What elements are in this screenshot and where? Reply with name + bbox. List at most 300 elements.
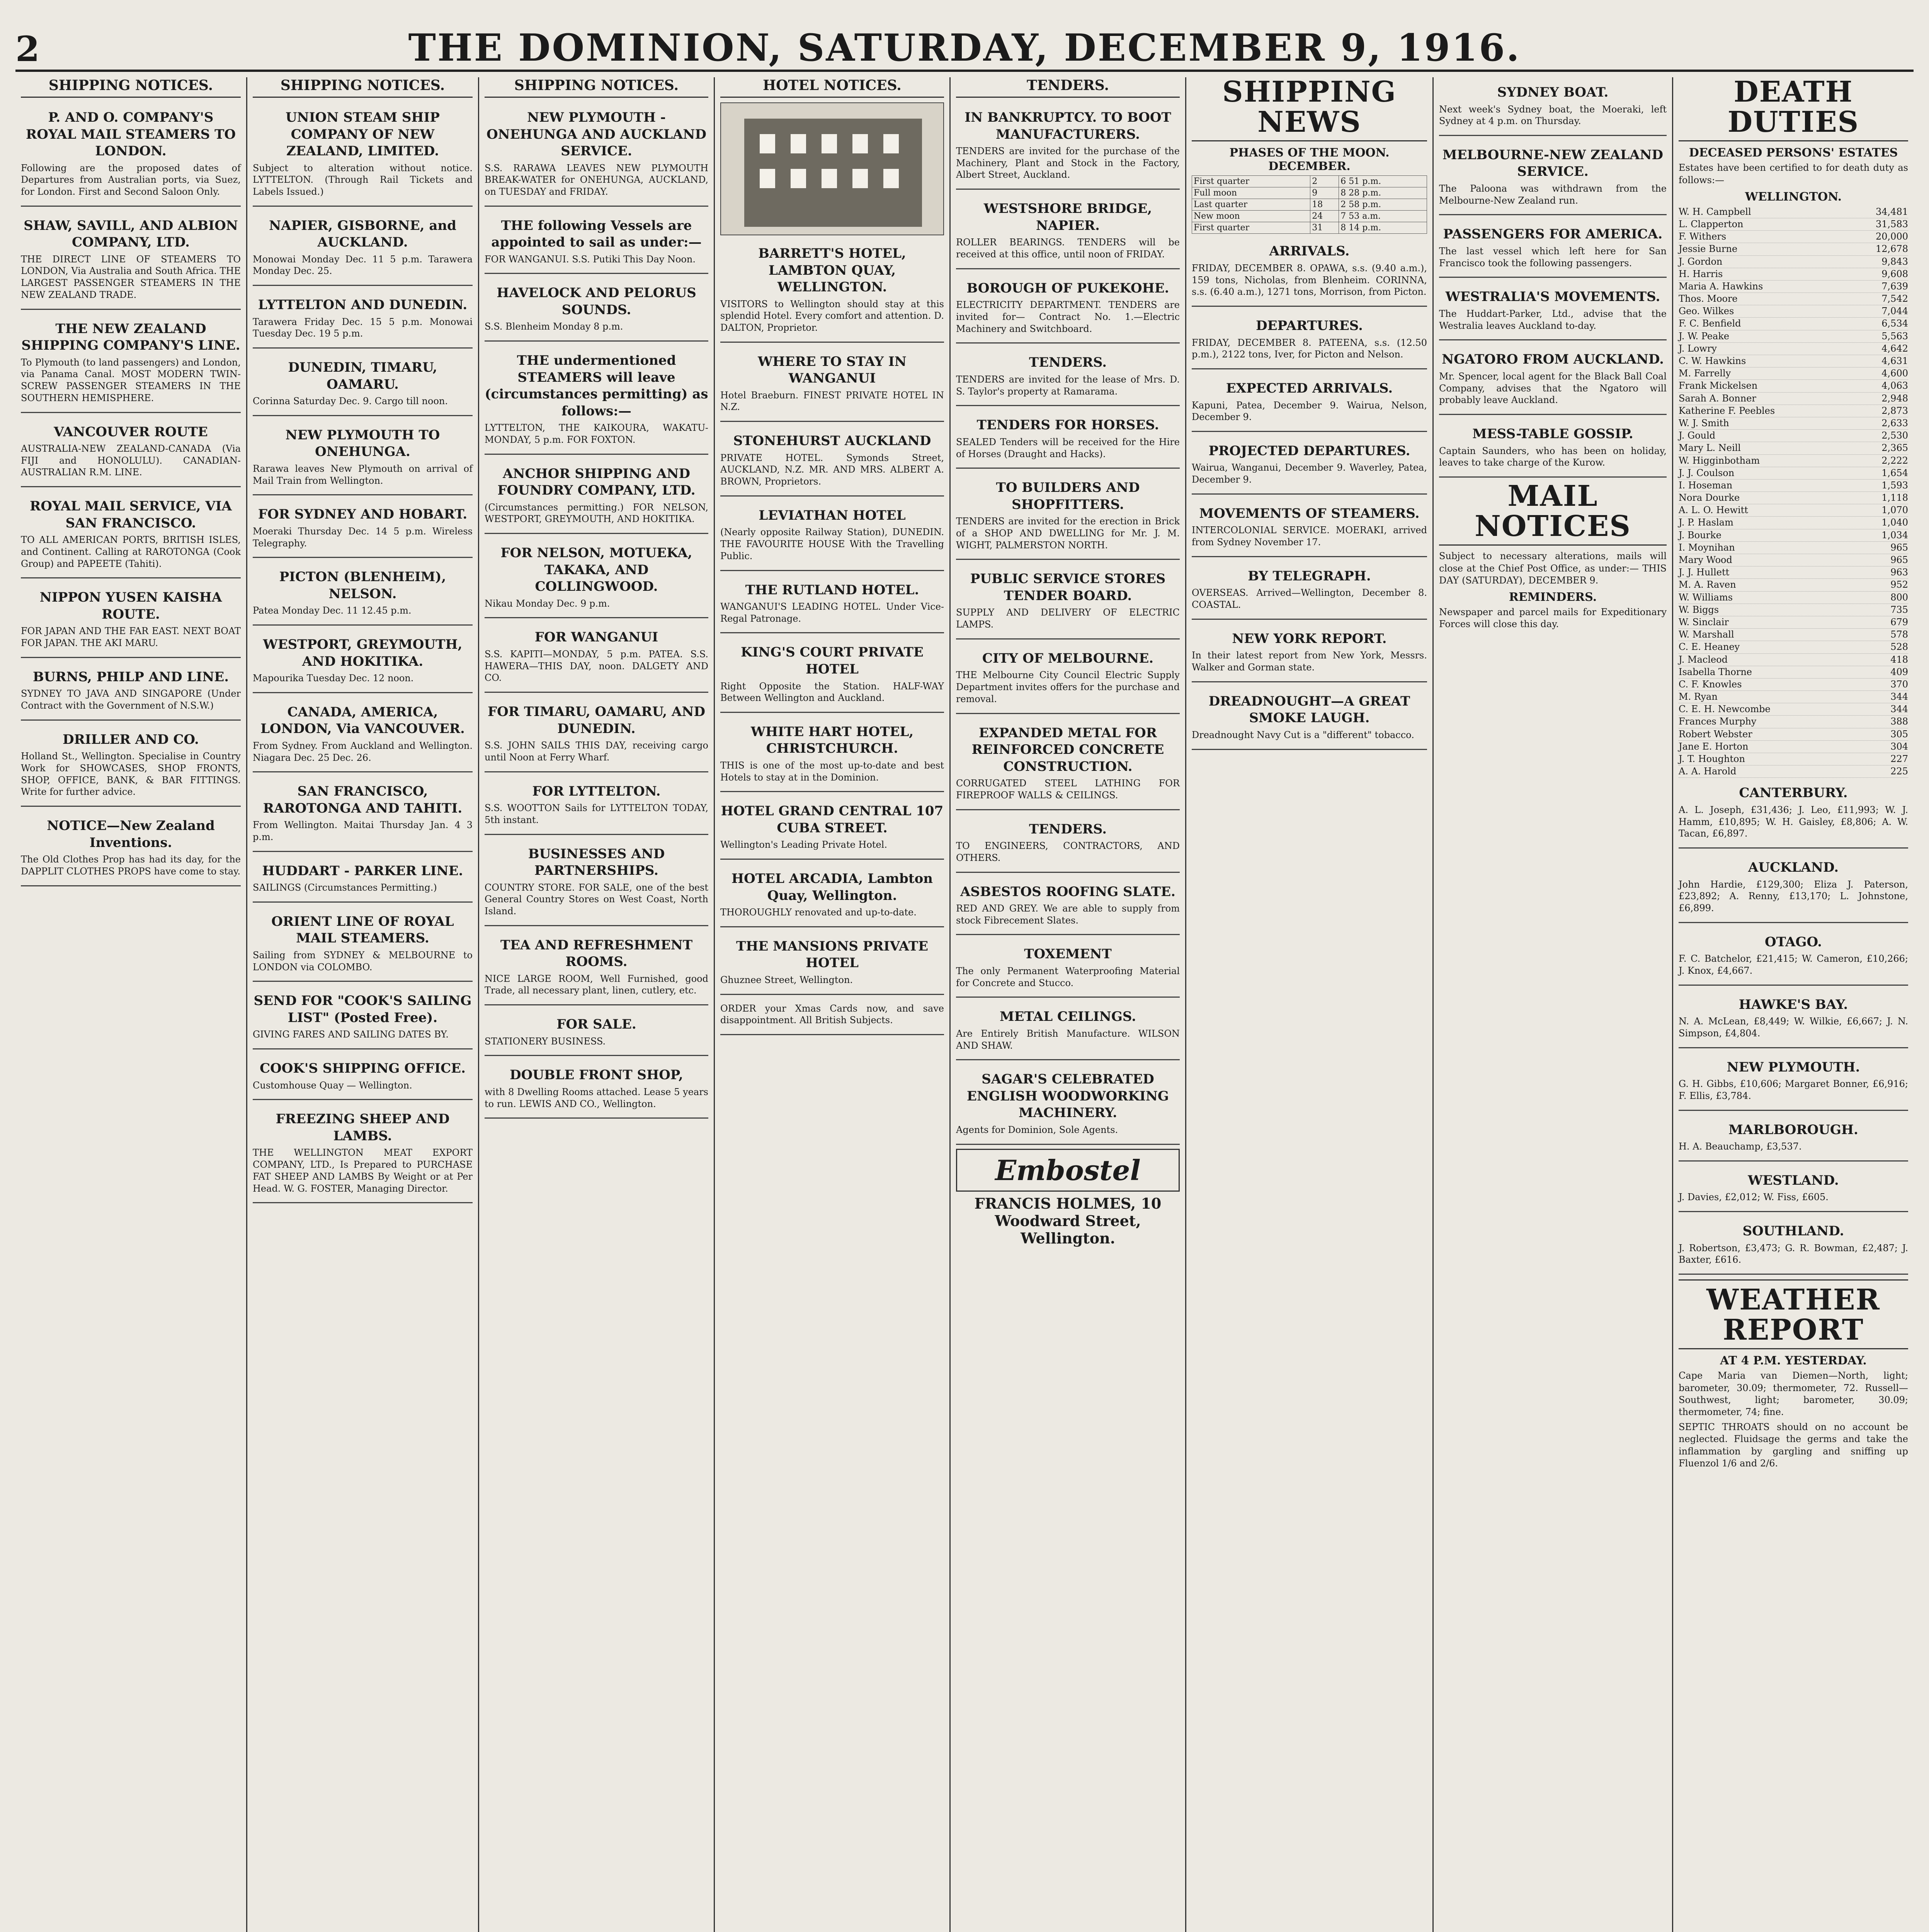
- estate-row: [1679, 579, 1908, 591]
- estate-name: F. Withers: [1679, 231, 1727, 242]
- tender-ad-title: IN BANKRUPTCY. TO BOOT MANUFACTURERS.: [964, 110, 1171, 142]
- estate-row: [1679, 355, 1908, 367]
- news-section-text: Mr. Spencer, local agent for the Black Ball Coal Company, advises that the Ngatoro will probably leave Auckland.: [1439, 371, 1667, 406]
- shipping-ad-title: PICTON (BLENHEIM), NELSON.: [279, 569, 446, 602]
- estate-name: Jane E. Horton: [1679, 741, 1749, 752]
- news-section-title: ARRIVALS.: [1269, 243, 1350, 259]
- moon-cell: 8 14 p.m.: [1339, 222, 1427, 234]
- estate-row: [1679, 330, 1908, 343]
- shipping-ad: [253, 986, 473, 1049]
- moon-row: [1192, 211, 1427, 222]
- estate-value: 963: [1890, 567, 1908, 578]
- estate-name: M. Farrelly: [1679, 368, 1731, 379]
- shipping-ad-text: S.S. WOOTTON Sails for LYTTELTON TODAY, 5th instant.: [485, 803, 708, 825]
- shipping-ad-title: FOR TIMARU, OAMARU, AND DUNEDIN.: [488, 704, 705, 736]
- shipping-ad-text: TO ALL AMERICAN PORTS, BRITISH ISLES, and Continent. Calling at RAROTONGA (Cook Group) and PAPEETE (Tahiti).: [21, 534, 241, 569]
- estate-row: [1679, 716, 1908, 728]
- news-section-title: PASSENGERS FOR AMERICA.: [1443, 226, 1663, 242]
- column-heading: HOTEL NOTICES.: [720, 77, 944, 98]
- estate-value: 305: [1890, 728, 1908, 740]
- estate-name: Nora Dourke: [1679, 492, 1740, 503]
- estate-row: [1679, 281, 1908, 293]
- estate-name: I. Moynihan: [1679, 542, 1735, 553]
- hotel-ad-title: WHITE HART HOTEL, CHRISTCHURCH.: [750, 724, 914, 757]
- column-hotels: [715, 77, 951, 1932]
- estate-name: J. P. Haslam: [1679, 517, 1733, 528]
- shipping-ad-text: Customhouse Quay — Wellington.: [253, 1080, 412, 1091]
- estate-row: [1679, 492, 1908, 504]
- moon-cell: First quarter: [1192, 222, 1310, 234]
- shipping-ad: [485, 1060, 708, 1119]
- estate-name: J. J. Hullett: [1679, 567, 1730, 578]
- tender-ad-title: BOROUGH OF PUKEKOHE.: [966, 280, 1169, 296]
- moon-cell: New moon: [1192, 211, 1310, 222]
- estate-row: [1679, 542, 1908, 554]
- estate-value: 344: [1890, 691, 1908, 702]
- tender-ad-text: TENDERS are invited for the purchase of the Machinery, Plant and Stock in the Factory, Albert Street, Auckland.: [956, 146, 1180, 180]
- column-shipping-2: [247, 77, 479, 1932]
- estate-value: 370: [1890, 679, 1908, 690]
- shipping-ad: [253, 499, 473, 558]
- news-section: [1192, 436, 1427, 495]
- shipping-ad-title: FOR SYDNEY AND HOBART.: [258, 507, 468, 522]
- mail-notices-text: Subject to necessary alterations, mails will close at the Chief Post Office, as under:— THIS DAY (SATURDAY), DECEMBER 9.: [1439, 551, 1667, 586]
- column-heading: SHIPPING NOTICES.: [485, 77, 708, 98]
- estate-name: Mary L. Neill: [1679, 442, 1741, 454]
- xmas-cards-ad: [720, 999, 944, 1035]
- shipping-ad-title: FOR NELSON, MOTUEKA, TAKAKA, AND COLLINGWOOD.: [500, 545, 692, 595]
- estate-row: [1679, 293, 1908, 305]
- tender-ad: [956, 814, 1180, 873]
- region-section-title: SOUTHLAND.: [1742, 1223, 1844, 1239]
- news-section-title: MELBOURNE-NEW ZEALAND SERVICE.: [1442, 147, 1664, 180]
- column-heading: SHIPPING NEWS: [1192, 77, 1427, 141]
- page-number: 2: [15, 29, 40, 70]
- shipping-ad-text: Subject to alteration without notice. LYTTELTON. (Through Rail Tickets and Labels Issued.): [253, 162, 473, 197]
- shipping-ad-text: Mapourika Tuesday Dec. 12 noon.: [253, 673, 414, 684]
- reminders-heading: REMINDERS.: [1509, 590, 1597, 604]
- column-heading: TENDERS.: [956, 77, 1180, 98]
- estate-value: 12,678: [1876, 243, 1908, 255]
- estate-name: J. Gordon: [1679, 256, 1723, 267]
- news-section-text: The Paloona was withdrawn from the Melbourne-New Zealand run.: [1439, 183, 1667, 206]
- shipping-ad-text: with 8 Dwelling Rooms attached. Lease 5 years to run. LEWIS AND CO., Wellington.: [485, 1086, 708, 1109]
- tender-ad-title: METAL CEILINGS.: [999, 1009, 1136, 1025]
- shipping-ad-text: S.S. RARAWA LEAVES NEW PLYMOUTH BREAK-WATER for ONEHUNGA, AUCKLAND, on TUESDAY and FRIDAY.: [485, 162, 708, 197]
- shipping-ad-text: THE DIRECT LINE OF STEAMERS TO LONDON, Via Australia and South Africa. THE LARGEST PASSENGER STEAMERS IN THE NEW ZEALAND TRADE.: [21, 253, 241, 300]
- tender-list: [956, 102, 1180, 1145]
- shipping-ad: [485, 102, 708, 207]
- news-section-title: SYDNEY BOAT.: [1497, 85, 1609, 100]
- estate-value: 578: [1890, 629, 1908, 640]
- estate-row: [1679, 243, 1908, 255]
- hotel-ad: [720, 717, 944, 792]
- news-section-text: Captain Saunders, who has been on holiday, leaves to take charge of the Kurow.: [1439, 445, 1667, 468]
- shipping-ad-text: SYDNEY TO JAVA AND SINGAPORE (Under Contract with the Government of N.S.W.): [21, 688, 241, 711]
- estate-row: [1679, 629, 1908, 641]
- estate-name: Katherine F. Peebles: [1679, 405, 1775, 416]
- estate-row: [1679, 529, 1908, 542]
- news-section-text: In their latest report from New York, Messrs. Walker and Gorman state.: [1192, 650, 1427, 673]
- region-section-text: G. H. Gibbs, £10,606; Margaret Bonner, £6,916; F. Ellis, £3,784.: [1679, 1078, 1908, 1101]
- shipping-ad: [21, 102, 241, 207]
- moon-cell: 31: [1310, 222, 1339, 234]
- hotel-ad: [720, 864, 944, 927]
- estate-name: Sarah A. Bonner: [1679, 393, 1756, 404]
- news-section-title: WESTRALIA'S MOVEMENTS.: [1445, 289, 1660, 305]
- estate-row: [1679, 616, 1908, 629]
- moon-cell: Last quarter: [1192, 199, 1310, 211]
- news-section: [1439, 344, 1667, 415]
- estate-name: Mary Wood: [1679, 554, 1732, 565]
- news-section-text: FRIDAY, DECEMBER 8. OPAWA, s.s. (9.40 a.m.), 159 tons, Nicholas, from Blenheim. CORINNA, s.s. (6.40 a.m.), 1271 tons, Morrison, from Picton.: [1192, 262, 1427, 298]
- estate-row: [1679, 455, 1908, 467]
- tender-ad: [956, 939, 1180, 998]
- estate-row: [1679, 343, 1908, 355]
- shipping-ad-title: HAVELOCK AND PELORUS SOUNDS.: [497, 285, 696, 318]
- estate-value: 409: [1890, 666, 1908, 677]
- shipping-ad-title: FREEZING SHEEP AND LAMBS.: [276, 1111, 450, 1144]
- column-shipping-3: [479, 77, 715, 1932]
- estate-value: 679: [1890, 616, 1908, 628]
- news-section-text: The Huddart-Parker, Ltd., advise that the Westralia leaves Auckland to-day.: [1439, 308, 1667, 331]
- estate-name: W. Marshall: [1679, 629, 1734, 640]
- hotel-ad-title: HOTEL GRAND CENTRAL 107 CUBA STREET.: [721, 803, 944, 836]
- shipping-ad-title: FOR LYTTELTON.: [532, 783, 661, 799]
- shipping-ad: [485, 211, 708, 274]
- shipping-ad-title: DOUBLE FRONT SHOP,: [510, 1067, 683, 1083]
- hotel-ad-title: HOTEL ARCADIA, Lambton Quay, Wellington.: [731, 871, 933, 903]
- estate-name: M. A. Raven: [1679, 579, 1736, 590]
- tender-ad-title: ASBESTOS ROOFING SLATE.: [960, 884, 1175, 900]
- hotel-ad-text: THIS is one of the most up-to-date and best Hotels to stay at in the Dominion.: [720, 760, 944, 783]
- estate-name: W. Higginbotham: [1679, 455, 1760, 466]
- tender-ad-title: PUBLIC SERVICE STORES TENDER BOARD.: [970, 571, 1166, 604]
- hotel-ad-text: Ghuznee Street, Wellington.: [720, 974, 853, 985]
- shipping-ad: [21, 724, 241, 807]
- shipping-ad: [485, 697, 708, 772]
- news-section-text: Wairua, Wanganui, December 9. Waverley, Patea, December 9.: [1192, 462, 1427, 485]
- estate-name: C. E. Heaney: [1679, 641, 1740, 653]
- moon-cell: 18: [1310, 199, 1339, 211]
- estate-row: [1679, 442, 1908, 454]
- francis-holmes-footer: FRANCIS HOLMES, 10 Woodward Street, Wellington.: [974, 1194, 1162, 1247]
- estate-row: [1679, 218, 1908, 231]
- news-section: [1192, 311, 1427, 369]
- estate-row: [1679, 666, 1908, 679]
- ad-list: [21, 102, 241, 886]
- estate-row: [1679, 480, 1908, 492]
- shipping-ad-title: NIPPON YUSEN KAISHA ROUTE.: [39, 590, 222, 622]
- shipping-ad-title: NAPIER, GISBORNE, and AUCKLAND.: [269, 218, 456, 250]
- shipping-ad-title: LYTTELTON AND DUNEDIN.: [258, 297, 468, 313]
- tender-ad-text: CORRUGATED STEEL LATHING FOR FIREPROOF WALLS & CEILINGS.: [956, 778, 1180, 801]
- tender-ad: [956, 410, 1180, 469]
- mail-notices-heading: MAIL NOTICES: [1439, 481, 1667, 546]
- estate-value: 344: [1890, 704, 1908, 715]
- region-section-text: John Hardie, £129,300; Eliza J. Paterson, £23,892; A. Renny, £13,170; L. Johnstone, £6,899.: [1679, 879, 1908, 913]
- hotel-ad-text: THOROUGHLY renovated and up-to-date.: [720, 907, 917, 918]
- shipping-ad-text: Following are the proposed dates of Departures from Australian ports, via Suez, for London. First and Second Saloon Only.: [21, 162, 241, 197]
- estate-row: [1679, 430, 1908, 442]
- shipping-ad-title: DRILLER AND CO.: [63, 731, 199, 747]
- shipping-ad-title: TEA AND REFRESHMENT ROOMS.: [500, 937, 693, 970]
- shipping-ad: [485, 278, 708, 342]
- shipping-ad-text: FOR JAPAN AND THE FAR EAST. NEXT BOAT FOR JAPAN. THE AKI MARU.: [21, 626, 241, 649]
- hotel-ad-text: WANGANUI'S LEADING HOTEL. Under Vice-Regal Patronage.: [720, 601, 944, 624]
- moon-row: [1192, 222, 1427, 234]
- estate-value: 965: [1890, 554, 1908, 565]
- shipping-ad: [485, 459, 708, 534]
- shipping-ad-text: GIVING FARES AND SAILING DATES BY.: [253, 1029, 449, 1040]
- shipping-ad-title: SEND FOR "COOK'S SAILING LIST" (Posted Free).: [253, 993, 472, 1026]
- estate-row: [1679, 592, 1908, 604]
- shipping-ad: [253, 856, 473, 903]
- estate-row: [1679, 679, 1908, 691]
- region-section-title: CANTERBURY.: [1739, 785, 1848, 801]
- intro-text: Estates have been certified to for death duty as follows:—: [1679, 162, 1908, 185]
- estate-name: Thos. Moore: [1679, 293, 1738, 304]
- estate-value: 1,070: [1881, 505, 1908, 516]
- tender-ad: [956, 273, 1180, 344]
- estate-row: [1679, 741, 1908, 753]
- shipping-ad-title: NEW PLYMOUTH TO ONEHUNGA.: [285, 427, 440, 460]
- region-section-title: WESTLAND.: [1748, 1172, 1839, 1188]
- estate-row: [1679, 405, 1908, 417]
- moon-cell: First quarter: [1192, 176, 1310, 187]
- estate-name: M. Ryan: [1679, 691, 1718, 702]
- estate-row: [1679, 504, 1908, 517]
- masthead: [15, 12, 1914, 72]
- news-section: [1192, 498, 1427, 557]
- estate-value: 2,530: [1881, 430, 1908, 441]
- region-section: [1679, 927, 1908, 986]
- shipping-ad-title: FOR WANGANUI: [534, 629, 658, 645]
- hotel-ad-title: LEVIATHAN HOTEL: [759, 507, 906, 523]
- shipping-ad: [21, 662, 241, 721]
- septic-throats-ad: SEPTIC THROATS should on no account be neglected. Fluidsage the germs and take the inflammation by gargling and sniffing up Fluenzol 1/6 and 2/6.: [1679, 1422, 1908, 1469]
- estate-row: [1679, 467, 1908, 480]
- tender-ad-title: EXPANDED METAL FOR REINFORCED CONCRETE CONSTRUCTION.: [971, 725, 1164, 774]
- tender-ad: [956, 473, 1180, 560]
- estate-value: 2,873: [1881, 405, 1908, 416]
- tender-ad-text: TENDERS are invited for the lease of Mrs. D. S. Taylor's property at Ramarama.: [956, 374, 1180, 397]
- shipping-ad-text: COUNTRY STORE. FOR SALE, one of the best General Country Stores on West Coast, North Island.: [485, 882, 708, 917]
- shipping-ad-text: S.S. JOHN SAILS THIS DAY, receiving cargo until Noon at Ferry Wharf.: [485, 740, 708, 763]
- tender-ad-title: TO BUILDERS AND SHOPFITTERS.: [996, 480, 1140, 512]
- shipping-ad: [485, 538, 708, 618]
- shipping-ad: [253, 1104, 473, 1203]
- news-section: [1192, 561, 1427, 620]
- shipping-ad: [253, 776, 473, 852]
- region-section: [1679, 778, 1908, 849]
- news-section: [1192, 373, 1427, 432]
- shipping-ad: [253, 1053, 473, 1100]
- estate-name: Maria A. Hawkins: [1679, 281, 1763, 292]
- news-section: [1439, 77, 1667, 136]
- estate-value: 965: [1890, 542, 1908, 553]
- tender-ad: [956, 718, 1180, 810]
- moon-cell: 6 51 p.m.: [1339, 176, 1427, 187]
- estate-name: J. W. Peake: [1679, 330, 1730, 342]
- estate-row: [1679, 641, 1908, 653]
- shipping-ad: [21, 491, 241, 578]
- estate-name: Frank Mickelsen: [1679, 380, 1758, 391]
- estate-value: 4,600: [1881, 368, 1908, 379]
- estate-name: I. Hoseman: [1679, 480, 1733, 491]
- shipping-ad: [253, 420, 473, 495]
- moon-row: [1192, 199, 1427, 211]
- shipping-ad-text: Monowai Monday Dec. 11 5 p.m. Tarawera Monday Dec. 25.: [253, 253, 473, 277]
- estate-row: [1679, 305, 1908, 318]
- shipping-ad-text: AUSTRALIA-NEW ZEALAND-CANADA (Via FIJI and HONOLULU). CANADIAN-AUSTRALIAN R.M. LINE.: [21, 443, 241, 478]
- estate-value: 227: [1890, 753, 1908, 764]
- hotel-ad: [720, 347, 944, 422]
- shipping-ad: [253, 906, 473, 982]
- region-section-title: NEW PLYMOUTH.: [1727, 1059, 1860, 1075]
- news-section-title: NGATORO FROM AUCKLAND.: [1442, 352, 1664, 367]
- estate-value: 1,654: [1881, 467, 1908, 478]
- reminders-text: Newspaper and parcel mails for Expeditionary Forces will close this day.: [1439, 606, 1667, 630]
- shipping-ad-text: (Circumstances permitting.) FOR NELSON, WESTPORT, GREYMOUTH, AND HOKITIKA.: [485, 502, 708, 525]
- weather-subheading: AT 4 P.M. YESTERDAY.: [1720, 1354, 1867, 1368]
- tender-ad-text: Agents for Dominion, Sole Agents.: [956, 1124, 1118, 1135]
- estate-value: 2,222: [1881, 455, 1908, 466]
- shipping-ad-text: From Sydney. From Auckland and Wellington. Niagara Dec. 25 Dec. 26.: [253, 740, 473, 763]
- estate-row: [1679, 691, 1908, 703]
- shipping-ad-text: THE WELLINGTON MEAT EXPORT COMPANY, LTD., Is Prepared to PURCHASE FAT SHEEP AND LAMBS By Weight or at Per Head. W. G. FOSTER, Managing Director.: [253, 1147, 473, 1194]
- estate-value: 7,639: [1881, 281, 1908, 292]
- news-section: [1439, 219, 1667, 278]
- estate-value: 1,593: [1881, 480, 1908, 491]
- column-shipping-1: [15, 77, 247, 1932]
- column-tenders: [951, 77, 1186, 1932]
- estate-row: [1679, 231, 1908, 243]
- shipping-ad-title: NEW PLYMOUTH - ONEHUNGA AND AUCKLAND SERVICE.: [487, 110, 706, 159]
- tender-ad: [956, 1002, 1180, 1060]
- moon-cell: 24: [1310, 211, 1339, 222]
- shipping-ad-title: SAN FRANCISCO, RAROTONGA AND TAHITI.: [263, 784, 463, 816]
- estate-value: 1,034: [1881, 529, 1908, 541]
- region-section: [1679, 852, 1908, 923]
- estate-name: W. J. Smith: [1679, 417, 1729, 429]
- estate-row: [1679, 393, 1908, 405]
- moon-cell: 9: [1310, 187, 1339, 199]
- shipping-ad-text: SAILINGS (Circumstances Permitting.): [253, 882, 437, 893]
- tender-ad: [956, 643, 1180, 714]
- news-section-title: NEW YORK REPORT.: [1232, 631, 1387, 646]
- moon-row: [1192, 176, 1427, 187]
- shipping-ad-text: Holland St., Wellington. Specialise in Country Work for SHOWCASES, SHOP FRONTS, SHOP, OFFICE, BANK, & BAR FITTINGS. Write for further advice.: [21, 751, 241, 798]
- shipping-ad: [21, 211, 241, 310]
- estate-value: 528: [1890, 641, 1908, 653]
- shipping-ad-title: WESTPORT, GREYMOUTH, AND HOKITIKA.: [263, 637, 463, 669]
- estate-row: [1679, 268, 1908, 281]
- shipping-ad-text: S.S. Blenheim Monday 8 p.m.: [485, 321, 623, 332]
- estate-name: W. H. Campbell: [1679, 206, 1751, 217]
- tender-ad-title: TOXEMENT: [1024, 946, 1112, 962]
- shipping-ad-title: THE undermentioned STEAMERS will leave (circumstances permitting) as follows:—: [485, 353, 708, 419]
- moon-cell: Full moon: [1192, 187, 1310, 199]
- shipping-ad-title: ANCHOR SHIPPING AND FOUNDRY COMPANY, LTD.: [497, 466, 696, 498]
- shipping-ad-title: NOTICE—New Zealand Inventions.: [47, 818, 215, 850]
- shipping-ad: [485, 1009, 708, 1056]
- estate-row: [1679, 728, 1908, 741]
- tender-ad-text: TO ENGINEERS, CONTRACTORS, AND OTHERS.: [956, 840, 1180, 863]
- shipping-ad-title: THE NEW ZEALAND SHIPPING COMPANY'S LINE.: [21, 321, 240, 354]
- shipping-ad: [253, 352, 473, 416]
- estate-name: C. E. H. Newcombe: [1679, 704, 1771, 715]
- estate-name: J. Bourke: [1679, 529, 1721, 541]
- hotel-ad: [720, 637, 944, 713]
- estate-value: 952: [1890, 579, 1908, 590]
- shipping-ad-text: From Wellington. Maitai Thursday Jan. 4 3 p.m.: [253, 820, 473, 843]
- shipping-ad: [21, 417, 241, 488]
- estate-name: J. T. Houghton: [1679, 753, 1745, 764]
- estate-row: [1679, 206, 1908, 218]
- tender-ad: [956, 1064, 1180, 1145]
- estate-value: 9,608: [1881, 268, 1908, 279]
- news-section: [1192, 236, 1427, 307]
- news-section-title: PROJECTED DEPARTURES.: [1208, 443, 1410, 459]
- estate-name: C. W. Hawkins: [1679, 355, 1746, 366]
- estate-value: 4,631: [1881, 355, 1908, 366]
- news-section-title: MOVEMENTS OF STEAMERS.: [1199, 505, 1420, 521]
- shipping-ad-text: NICE LARGE ROOM, Well Furnished, good Trade, all necessary plant, linen, cutlery, etc.: [485, 973, 708, 996]
- column-heading: DEATH DUTIES: [1679, 77, 1908, 141]
- region-section-text: H. A. Beauchamp, £3,537.: [1679, 1141, 1802, 1152]
- news-section-title: EXPECTED ARRIVALS.: [1226, 381, 1393, 396]
- shipping-ad: [21, 582, 241, 658]
- hotel-ad-text: Right Opposite the Station. HALF-WAY Between Wellington and Auckland.: [720, 680, 944, 704]
- tender-ad-title: TENDERS FOR HORSES.: [976, 417, 1159, 433]
- estate-name: Robert Webster: [1679, 728, 1752, 740]
- tender-ad-title: TENDERS.: [1029, 355, 1107, 371]
- shipping-ad-title: COOK'S SHIPPING OFFICE.: [260, 1061, 466, 1077]
- estate-name: A. A. Harold: [1679, 766, 1737, 777]
- shipping-ad-text: Nikau Monday Dec. 9 p.m.: [485, 598, 610, 609]
- region-section: [1679, 1216, 1908, 1275]
- shipping-ad-text: The Old Clothes Prop has had its day, for the DAPPLIT CLOTHES PROPS have come to stay.: [21, 854, 241, 877]
- shipping-ad-text: STATIONERY BUSINESS.: [485, 1036, 606, 1047]
- shipping-ad-text: Moeraki Thursday Dec. 14 5 p.m. Wireless Telegraphy.: [253, 526, 473, 549]
- shipping-ad-text: To Plymouth (to land passengers) and London, via Panama Canal. MOST MODERN TWIN-SCREW PASSENGER STEAMERS IN THE SOUTHERN HEMISPHERE.: [21, 357, 241, 403]
- shipping-ad-title: VANCOUVER ROUTE: [54, 424, 208, 440]
- tender-ad-text: SUPPLY AND DELIVERY OF ELECTRIC LAMPS.: [956, 607, 1180, 630]
- news-section: [1439, 140, 1667, 215]
- region-section-title: AUCKLAND.: [1748, 860, 1839, 876]
- shipping-ad-title: BURNS, PHILP AND LINE.: [32, 669, 229, 685]
- news-section: [1439, 282, 1667, 340]
- shipping-ad: [253, 697, 473, 772]
- news-section-text: Dreadnought Navy Cut is a "different" tobacco.: [1192, 729, 1414, 740]
- weather-heading: WEATHER REPORT: [1679, 1285, 1908, 1349]
- region-section-text: F. C. Batchelor, £21,415; W. Cameron, £10,266; J. Knox, £4,667.: [1679, 953, 1908, 976]
- news-section-text: Kapuni, Patea, December 9. Wairua, Nelson, December 9.: [1192, 400, 1427, 423]
- estate-value: 31,583: [1876, 218, 1908, 230]
- estate-value: 800: [1890, 592, 1908, 603]
- moon-title: PHASES OF THE MOON. DECEMBER.: [1229, 146, 1390, 173]
- shipping-ad: [253, 562, 473, 626]
- ad-list: [485, 102, 708, 1119]
- estate-name: J. J. Coulson: [1679, 467, 1735, 478]
- shipping-ad: [21, 314, 241, 413]
- shipping-ad: [485, 345, 708, 455]
- news-section-text: INTERCOLONIAL SERVICE. MOERAKI, arrived from Sydney November 17.: [1192, 525, 1427, 548]
- estate-value: 1,118: [1881, 492, 1908, 503]
- tender-ad-text: ELECTRICITY DEPARTMENT. TENDERS are invited for— Contract No. 1.—Electric Machinery and Switchboard.: [956, 299, 1180, 334]
- estate-name: J. Lowry: [1679, 343, 1717, 354]
